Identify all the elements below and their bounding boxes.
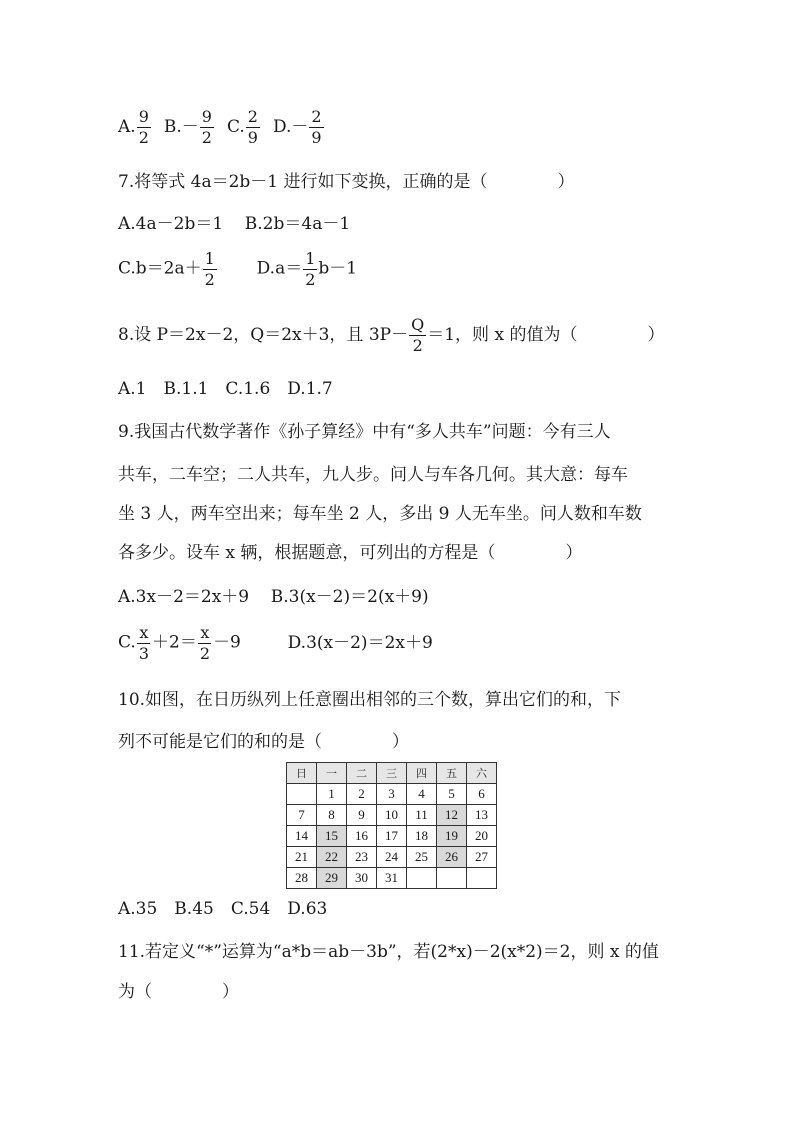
- calendar-header-cell: 四: [407, 763, 437, 784]
- calendar-row: [287, 826, 497, 847]
- q6-option-a: A. $\frac{9}{2}$: [118, 107, 149, 147]
- question-7-options-ab: [118, 212, 754, 236]
- calendar-day-cell: 29: [317, 868, 347, 889]
- calendar-day-cell: 30: [347, 868, 377, 889]
- calendar-header-cell: 六: [467, 763, 497, 784]
- calendar-day-cell: 10: [377, 805, 407, 826]
- q7-close-paren: ）: [557, 172, 575, 192]
- q9-option-d: D.3(x－2)＝2x＋9: [287, 633, 433, 654]
- question-9-line-4: 各多少。设车 x 辆，根据题意，可列出的方程是（ ）: [118, 543, 583, 563]
- calendar-day-cell: [407, 868, 437, 889]
- calendar-day-cell: 19: [437, 826, 467, 847]
- calendar-day-cell: [467, 868, 497, 889]
- calendar-day-cell: 1: [317, 784, 347, 805]
- calendar-row: [287, 805, 497, 826]
- calendar-day-cell: 28: [287, 868, 317, 889]
- question-10-line-2: 列不可能是它们的和的是（ ）: [118, 732, 409, 752]
- q9-option-b: B.3(x－2)＝2(x＋9): [270, 587, 429, 607]
- question-9-line-2: 共车，二车空；二人共车，九人步。问人与车各几何。其大意：每车: [118, 465, 628, 485]
- calendar-day-cell: 27: [467, 847, 497, 868]
- calendar-day-cell: 24: [377, 847, 407, 868]
- calendar-table: [286, 762, 497, 889]
- q7-option-c: C.b＝2a＋ $\frac{1}{2}$: [118, 249, 215, 289]
- calendar-row: [287, 847, 497, 868]
- calendar-day-cell: 18: [407, 826, 437, 847]
- calendar-day-cell: 17: [377, 826, 407, 847]
- q7-option-d: D.a＝ $\frac{1}{2}$ b－1: [256, 249, 358, 289]
- question-11-line-2: 为（ ）: [118, 982, 239, 1002]
- calendar-row: [287, 784, 497, 805]
- calendar-header-cell: 一: [317, 763, 347, 784]
- calendar-day-cell: 21: [287, 847, 317, 868]
- calendar-day-cell: 7: [287, 805, 317, 826]
- calendar-day-cell: 20: [467, 826, 497, 847]
- calendar-day-cell: 16: [347, 826, 377, 847]
- calendar-day-cell: 23: [347, 847, 377, 868]
- q9-option-c: C. $\frac{x}{3}$ ＋2＝ $\frac{x}{2}$ －9: [118, 623, 241, 663]
- calendar-row: [287, 868, 497, 889]
- calendar-day-cell: 15: [317, 826, 347, 847]
- question-7-stem: [118, 170, 754, 194]
- calendar-day-cell: 25: [407, 847, 437, 868]
- calendar-day-cell: 31: [377, 868, 407, 889]
- q6-option-c: C. $\frac{2}{9}$: [226, 107, 258, 147]
- calendar-day-cell: 22: [317, 847, 347, 868]
- calendar-day-cell: 5: [437, 784, 467, 805]
- calendar-day-cell: 26: [437, 847, 467, 868]
- calendar-day-cell: 12: [437, 805, 467, 826]
- question-11-line-1: 11.若定义“*”运算为“a*b＝ab－3b”，若(2*x)－2(x*2)＝2，则 x 的值: [118, 942, 659, 962]
- q6-options: [118, 108, 754, 152]
- question-9-line-3: 坐 3 人，两车空出来；每车坐 2 人，多出 9 人无车坐。问人数和车数: [118, 504, 642, 524]
- question-9-options-ab: [118, 585, 754, 609]
- calendar-day-cell: 2: [347, 784, 377, 805]
- calendar-day-cell: 6: [467, 784, 497, 805]
- q6-option-d: D.－ $\frac{2}{9}$: [272, 107, 322, 147]
- calendar-day-cell: [437, 868, 467, 889]
- calendar-header-cell: 日: [287, 763, 317, 784]
- calendar-header-cell: 二: [347, 763, 377, 784]
- calendar-day-cell: 13: [467, 805, 497, 826]
- q6-option-b: B.－ $\frac{9}{2}$: [163, 107, 212, 147]
- calendar-day-cell: 3: [377, 784, 407, 805]
- question-10-line-1: 10.如图，在日历纵列上任意圈出相邻的三个数，算出它们的和，下: [118, 690, 622, 710]
- q7-stem-text: 7.将等式 4a＝2b－1 进行如下变换，正确的是（: [118, 172, 488, 192]
- q9-option-a: A.3x－2＝2x＋9: [118, 587, 250, 607]
- calendar-header-row: [287, 763, 497, 784]
- calendar-day-cell: 4: [407, 784, 437, 805]
- calendar-day-cell: 9: [347, 805, 377, 826]
- question-8-options: A.1 B.1.1 C.1.6 D.1.7: [118, 379, 333, 399]
- calendar-day-cell: 11: [407, 805, 437, 826]
- calendar-day-cell: [287, 784, 317, 805]
- question-8-stem: 8.设 P＝2x－2，Q＝2x＋3，且 3P－ $\frac{Q}{2}$ ＝1，则 x 的值为（ ）: [118, 315, 665, 355]
- question-9-line-1: 9.我国古代数学著作《孙子算经》中有“多人共车”问题：今有三人: [118, 422, 611, 442]
- question-10-options: A.35 B.45 C.54 D.63: [118, 899, 328, 919]
- calendar-header-cell: 三: [377, 763, 407, 784]
- question-7-options-cd: [118, 250, 754, 296]
- q7-option-a: A.4a－2b＝1: [118, 214, 224, 234]
- calendar-day-cell: 8: [317, 805, 347, 826]
- q7-option-b: B.2b＝4a－1: [244, 214, 351, 234]
- question-9-options-cd: [118, 624, 754, 670]
- calendar-day-cell: 14: [287, 826, 317, 847]
- calendar-header-cell: 五: [437, 763, 467, 784]
